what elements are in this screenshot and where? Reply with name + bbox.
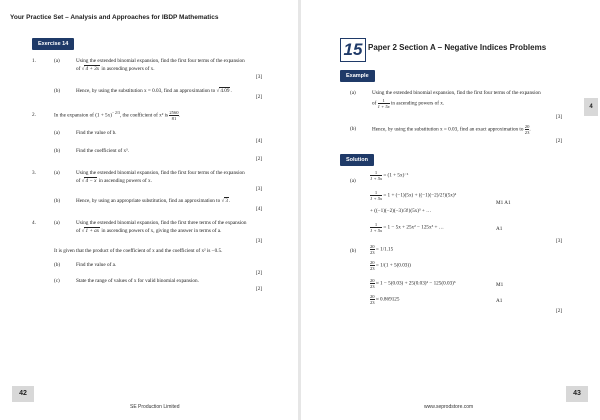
example-a-marks: [3] bbox=[556, 114, 563, 120]
q1a-text-2: of √4 + 3x in ascending powers of x. bbox=[76, 66, 155, 72]
example-badge: Example bbox=[340, 70, 375, 82]
solution-b-mark-2: A1 bbox=[496, 298, 503, 304]
solution-a-mark-2: A1 bbox=[496, 226, 503, 232]
q4a-text: Using the extended binomial expansion, find the first three terms of the expansion bbox=[76, 220, 247, 226]
q3a-text: Using the extended binomial expansion, find the first four terms of the expansion bbox=[76, 170, 245, 176]
q4b-marks: [2] bbox=[256, 270, 263, 276]
solution-b-line-4: $\frac{20}{23}$ ≈ 0.869125 bbox=[370, 294, 400, 305]
q3a-text-2: of √4 − x in ascending powers of x. bbox=[76, 178, 152, 184]
q4c-text: State the range of values of x for valid binomial expansion. bbox=[76, 278, 199, 284]
left-footer: SE Production Limited bbox=[130, 404, 180, 410]
page-gutter bbox=[298, 0, 301, 420]
q3a-label: (a) bbox=[54, 170, 60, 176]
q4b-text: Find the value of a. bbox=[76, 262, 117, 268]
q4a-text-2: of √1 + ax in ascending powers of x, giving the answer in terms of a. bbox=[76, 228, 222, 234]
q1a-text: Using the extended binomial expansion, find the first four terms of the expansion bbox=[76, 58, 245, 64]
solution-a-line-1: $\frac{1}{1 + 5x}$ = (1 + 5x)⁻¹ bbox=[370, 170, 409, 181]
example-b-label: (b) bbox=[350, 126, 357, 132]
solution-b-line-1: $\frac{20}{23}$ = 1/1.15 bbox=[370, 244, 394, 255]
solution-a-line-3: + ((−1)(−2)(−3)/3!)(5x)³ + … bbox=[370, 208, 432, 214]
q4a-marks: [3] bbox=[256, 238, 263, 244]
section-title: Paper 2 Section A – Negative Indices Problems bbox=[368, 43, 547, 52]
q3a-marks: [3] bbox=[256, 186, 263, 192]
q2b-marks: [2] bbox=[256, 156, 263, 162]
q4b-label: (b) bbox=[54, 262, 61, 268]
book-title: Your Practice Set – Analysis and Approaches for IBDP Mathematics bbox=[10, 14, 219, 21]
q1a-marks: [3] bbox=[256, 74, 263, 80]
example-a-text: Using the extended binomial expansion, find the first four terms of the expansion bbox=[372, 90, 541, 96]
solution-a-label: (a) bbox=[350, 178, 356, 184]
q4-given: It is given that the product of the coefficient of x and the coefficient of x² is −0.5. bbox=[54, 248, 223, 254]
q1b-marks: [2] bbox=[256, 94, 263, 100]
example-a-text-2: of $\frac{1}{1 + 5x}$ in ascending powers of x. bbox=[372, 98, 445, 109]
q4c-marks: [2] bbox=[256, 286, 263, 292]
exercise-badge: Exercise 14 bbox=[32, 38, 74, 50]
q1-number: 1. bbox=[32, 58, 36, 64]
q2b-text: Find the coefficient of x³. bbox=[76, 148, 129, 154]
q4c-label: (c) bbox=[54, 278, 60, 284]
solution-a-mark-1: M1 A1 bbox=[496, 200, 511, 206]
q3b-marks: [4] bbox=[256, 206, 263, 212]
solution-a-total: [3] bbox=[556, 238, 563, 244]
chapter-number: 15 bbox=[340, 38, 366, 62]
solution-b-line-2: $\frac{20}{23}$ = 1/(1 + 5(0.03)) bbox=[370, 260, 411, 271]
right-footer: www.seprodstore.com bbox=[424, 404, 474, 410]
right-page-number: 43 bbox=[566, 386, 588, 402]
q2-number: 2. bbox=[32, 112, 36, 118]
q1a-label: (a) bbox=[54, 58, 60, 64]
q3-number: 3. bbox=[32, 170, 36, 176]
q3b-label: (b) bbox=[54, 198, 61, 204]
solution-badge: Solution bbox=[340, 154, 374, 166]
solution-b-line-3: $\frac{20}{23}$ ≈ 1 − 5(0.03) + 25(0.03)² − 125(0.03)³ bbox=[370, 278, 456, 289]
example-b-marks: [2] bbox=[556, 138, 563, 144]
solution-b-label: (b) bbox=[350, 248, 357, 254]
q2a-text: Find the value of b. bbox=[76, 130, 117, 136]
example-a-label: (a) bbox=[350, 90, 356, 96]
q3b-text: Hence, by using an appropriate substitution, find an approximation to √3. bbox=[76, 198, 231, 204]
q1b-text: Hence, by using the substitution x = 0.03, find an approximation to √4.09. bbox=[76, 88, 232, 94]
q2-text: In the expansion of $(1 + 5x)^{- 2/3}$, the coefficient of x² is $\frac{2560}{81}$ . bbox=[54, 110, 180, 122]
q2a-label: (a) bbox=[54, 130, 60, 136]
chapter-tab: 4 bbox=[584, 98, 598, 116]
q1b-label: (b) bbox=[54, 88, 61, 94]
q4-number: 4. bbox=[32, 220, 36, 226]
solution-a-line-2: $\frac{1}{1 + 5x}$ = 1 + (−1)(5x) + ((−1)(−2)/2!)(5x)² bbox=[370, 190, 457, 201]
left-page-number: 42 bbox=[12, 386, 34, 402]
q2b-label: (b) bbox=[54, 148, 61, 154]
example-b-text: Hence, by using the substitution x = 0.03, find an exact approximation to $\frac{20}{23}$ . bbox=[372, 124, 531, 135]
q4a-label: (a) bbox=[54, 220, 60, 226]
solution-b-total: [2] bbox=[556, 308, 563, 314]
q2a-marks: [4] bbox=[256, 138, 263, 144]
solution-b-mark-1: M1 bbox=[496, 282, 504, 288]
solution-a-line-4: $\frac{1}{1 + 5x}$ = 1 − 5x + 25x² − 125x³ + … bbox=[370, 222, 444, 233]
